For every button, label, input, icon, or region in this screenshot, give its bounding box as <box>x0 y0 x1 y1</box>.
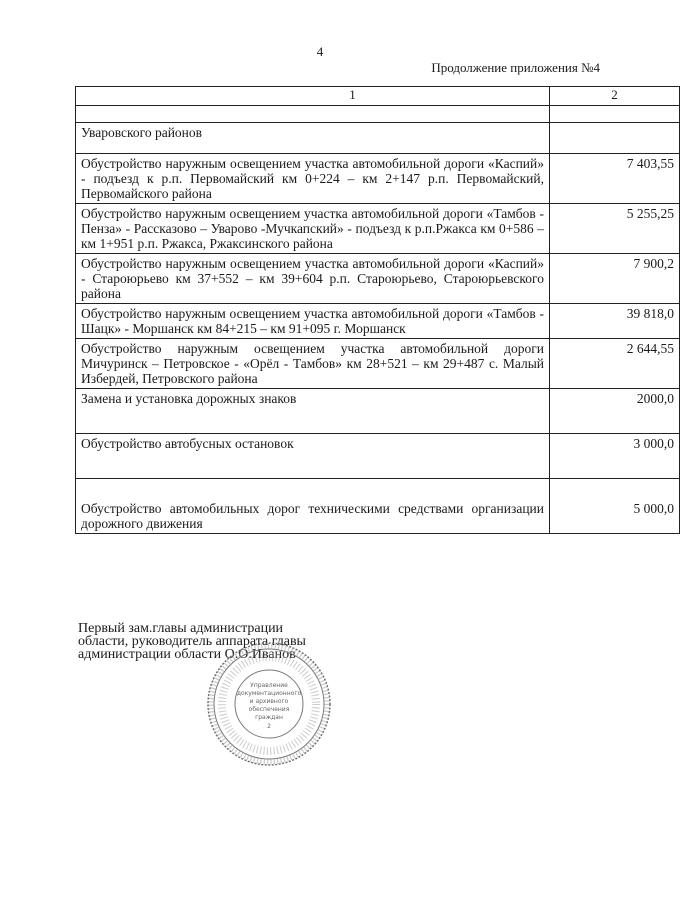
column-header-2: 2 <box>550 87 680 106</box>
row-amount: 7 900,2 <box>550 254 680 304</box>
row-description: Замена и установка дорожных знаков <box>76 389 550 434</box>
table-row <box>76 304 680 339</box>
table-row <box>76 254 680 304</box>
row-amount <box>550 123 680 154</box>
svg-text:Управление: Управление <box>250 682 288 689</box>
signature-line-2: области, руководитель аппарата главы <box>78 634 306 649</box>
row-amount: 39 818,0 <box>550 304 680 339</box>
appendix-note: Продолжение приложения №4 <box>431 60 600 75</box>
table-gap-row <box>76 106 680 123</box>
row-amount: 3 000,0 <box>550 434 680 479</box>
row-description: Обустройство наружным освещением участка автомобильной дороги «Тамбов - Пенза» - Рассказово – Уварово -Мучкапский» - подъезд к р.п.Ржакса км 0+586 – км 1+951 р.п. Ржакса, Ржаксинского района <box>76 204 550 254</box>
row-description: Обустройство автомобильных дорог техническими средствами организации дорожного движения <box>76 479 550 534</box>
column-header-1: 1 <box>76 87 550 106</box>
table-header-row <box>76 87 680 106</box>
row-description: Обустройство наружным освещением участка автомобильной дороги «Каспий» - подъезд к р.п. Первомайский км 0+224 – км 2+147 р.п. Первомайский, Первомайского района <box>76 154 550 204</box>
row-amount: 7 403,55 <box>550 154 680 204</box>
svg-text:2: 2 <box>267 723 271 730</box>
row-amount: 2 644,55 <box>550 339 680 389</box>
svg-text:обеспечения: обеспечения <box>248 706 290 713</box>
row-description: Обустройство наружным освещением участка автомобильной дороги «Тамбов - Шацк» - Моршанск км 84+215 – км 91+095 г. Моршанск <box>76 304 550 339</box>
table-row <box>76 389 680 434</box>
svg-text:граждан: граждан <box>255 714 283 721</box>
page-number: 4 <box>316 44 324 59</box>
row-amount: 2000,0 <box>550 389 680 434</box>
row-description: Обустройство автобусных остановок <box>76 434 550 479</box>
row-amount: 5 000,0 <box>550 479 680 534</box>
row-description: Обустройство наружным освещением участка автомобильной дороги Мичуринск – Петровское - «Орёл - Тамбов» км 28+521 – км 29+487 с. Малый Избердей, Петровского района <box>76 339 550 389</box>
table-row <box>76 479 680 534</box>
cost-table <box>75 86 680 534</box>
signature-line-3: администрации области О.О.Иванов <box>78 647 296 662</box>
svg-text:документационного: документационного <box>236 690 302 697</box>
row-description: Обустройство наружным освещением участка автомобильной дороги «Каспий» - Староюрьево км 37+552 – км 39+604 р.п. Староюрьево, Староюрьевского района <box>76 254 550 304</box>
table-row <box>76 434 680 479</box>
row-amount: 5 255,25 <box>550 204 680 254</box>
svg-text:и архивного: и архивного <box>249 698 289 705</box>
table-row <box>76 123 680 154</box>
table-row <box>76 204 680 254</box>
signature-line-1: Первый зам.главы администрации <box>78 621 284 636</box>
row-description: Уваровского районов <box>76 123 550 154</box>
table-row <box>76 339 680 389</box>
official-seal-stamp <box>205 640 333 768</box>
table-row <box>76 154 680 204</box>
